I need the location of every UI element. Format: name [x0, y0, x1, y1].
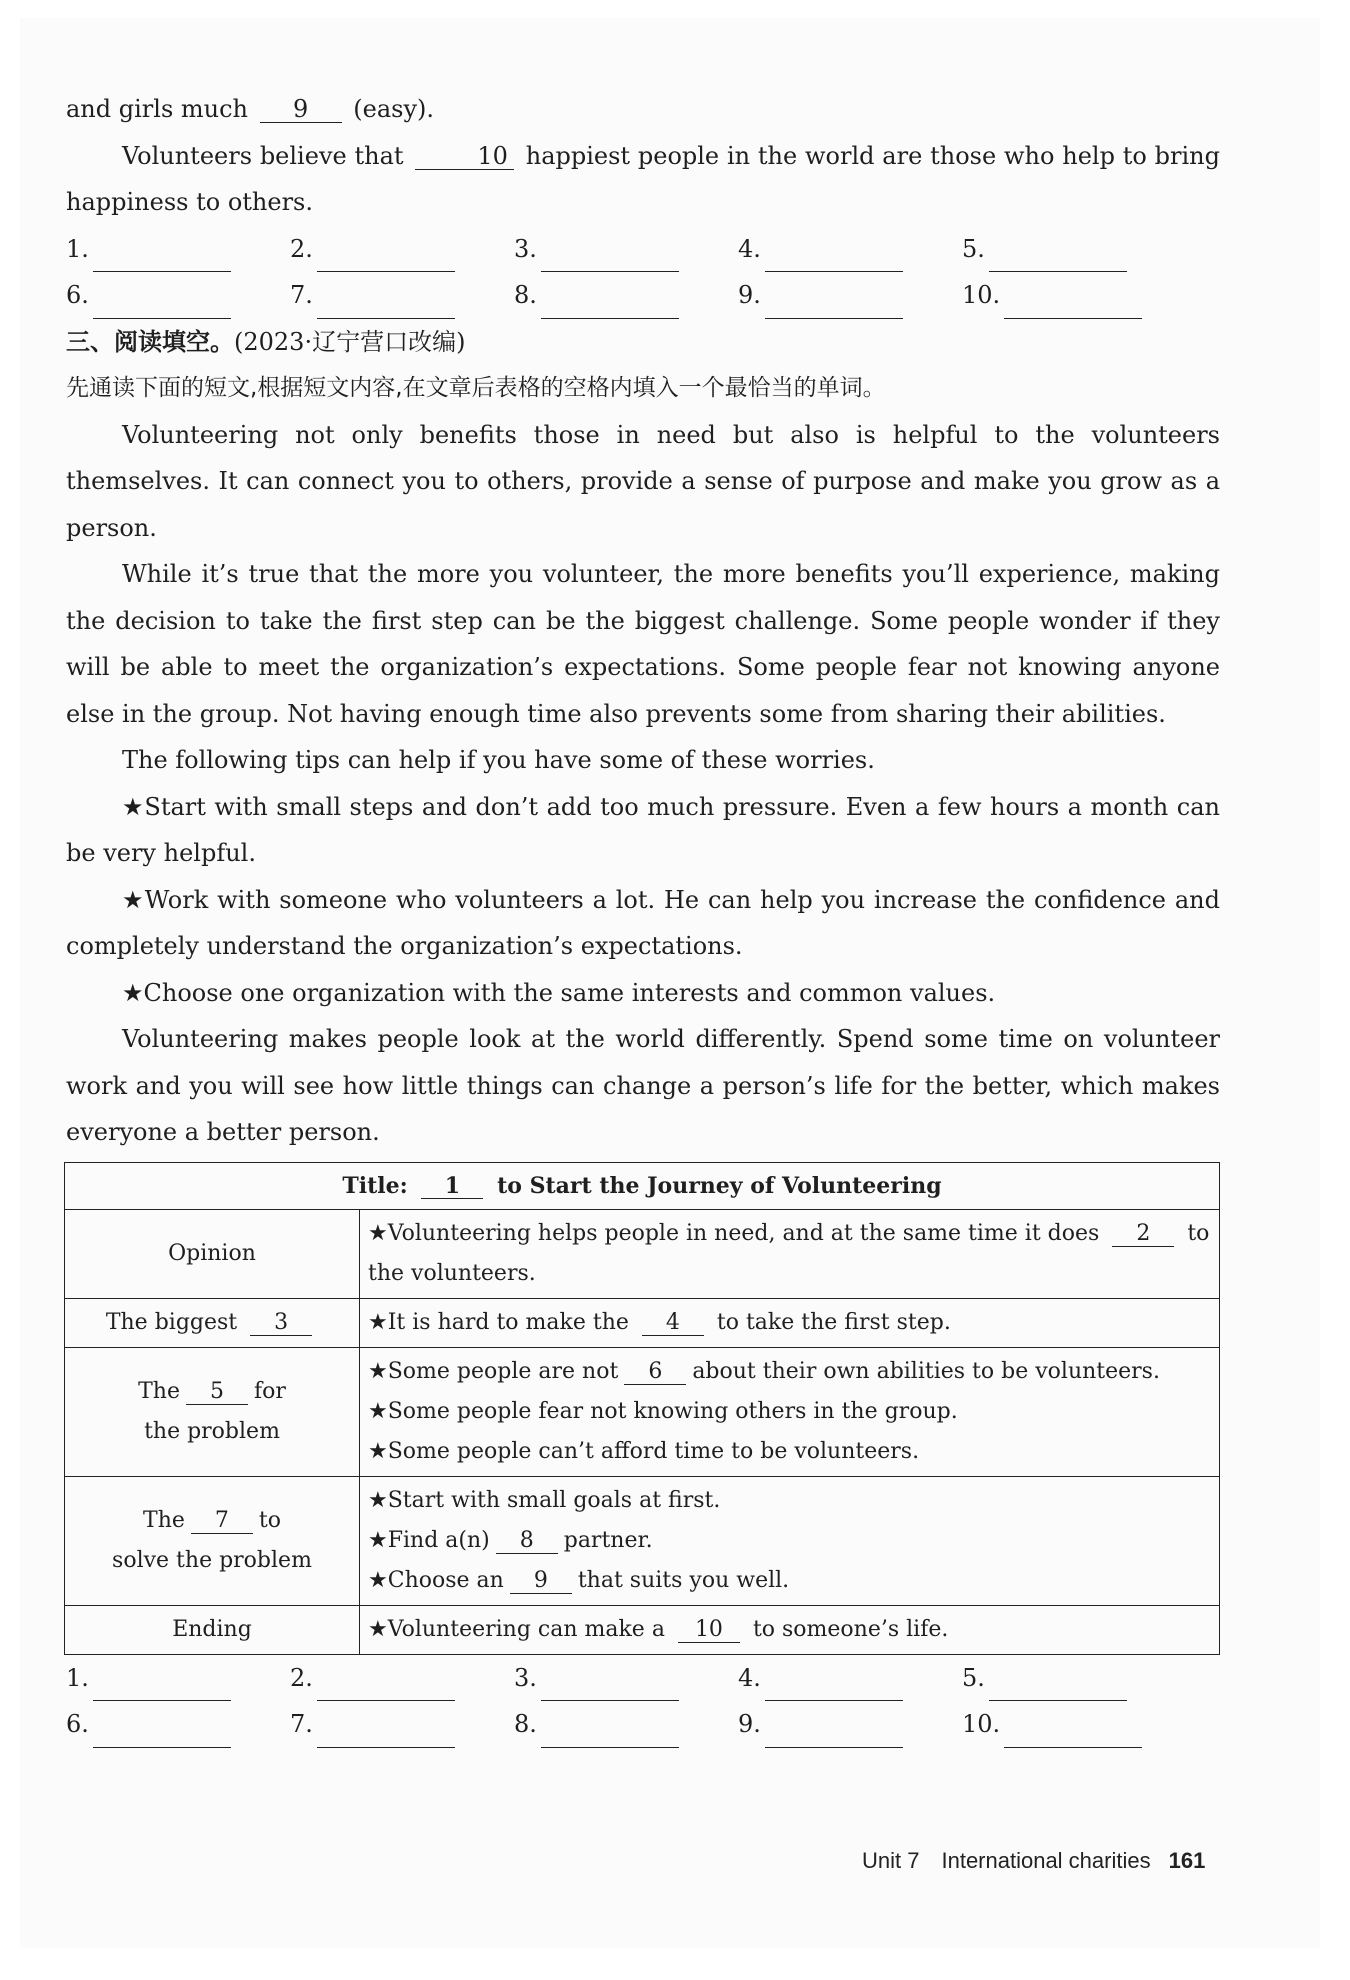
answer-line[interactable] — [541, 241, 679, 272]
answer-lines-top — [66, 226, 1206, 319]
star-icon: ★ — [368, 1438, 388, 1464]
answer-number: 5. — [962, 234, 985, 263]
reason-3 — [368, 1432, 1213, 1472]
section-instruction: 先通读下面的短文,根据短文内容,在文章后表格的空格内填入一个最恰当的单词。 — [66, 375, 886, 401]
answer-number: 3. — [514, 234, 537, 263]
solution-3-end: that suits you well. — [577, 1567, 790, 1593]
answer-number: 4. — [738, 1663, 761, 1692]
reasons-label-pre: The — [138, 1378, 180, 1404]
answer-number: 1. — [66, 234, 89, 263]
solutions-content — [360, 1476, 1220, 1605]
answer-number: 2. — [290, 1663, 313, 1692]
answer-number: 7. — [290, 1710, 313, 1738]
opinion-label: Opinion — [65, 1209, 360, 1298]
answer-slot[interactable] — [738, 226, 962, 273]
star-icon: ★ — [368, 1616, 388, 1642]
blank-6[interactable]: 6 — [624, 1360, 686, 1385]
blank-10[interactable]: 10 — [415, 143, 514, 170]
answer-slot[interactable] — [738, 1701, 962, 1748]
answer-number: 3. — [514, 1663, 537, 1692]
answer-line[interactable] — [317, 288, 455, 319]
answer-slot[interactable] — [962, 1701, 1186, 1748]
ending-text-end: to someone’s life. — [752, 1616, 949, 1642]
passage-paragraph-4: Volunteering makes people look at the world differently. Spend some time on volunteer work and you will see how little things can change a person’s life for the better, which makes everyone a better person. — [66, 1025, 1220, 1146]
blank-5[interactable]: 5 — [186, 1380, 248, 1405]
answer-line[interactable] — [541, 1670, 679, 1701]
solutions-label-line1 — [66, 1501, 358, 1541]
answer-number: 6. — [66, 1710, 89, 1738]
answer-number: 1. — [66, 1663, 89, 1692]
passage-paragraph-1: Volunteering not only benefits those in need but also is helpful to the volunteers themselves. It can connect you to others, provide a sense of purpose and make you grow as a person. — [66, 420, 1220, 542]
section-title: 三、阅读填空。 — [66, 327, 234, 356]
table-title-row — [65, 1162, 1220, 1209]
answer-line[interactable] — [541, 1717, 679, 1748]
answer-number: 10. — [962, 1710, 1001, 1738]
answer-slot[interactable] — [738, 1655, 962, 1702]
star-icon: ★ — [368, 1567, 388, 1593]
solution-2-end: partner. — [563, 1527, 653, 1553]
answer-line[interactable] — [317, 1670, 455, 1701]
biggest-text-end: to take the first step. — [716, 1309, 951, 1335]
answer-slot[interactable] — [962, 272, 1186, 319]
blank-1[interactable]: 1 — [421, 1174, 483, 1199]
reasons-label-line1 — [66, 1372, 358, 1412]
answer-line[interactable] — [317, 241, 455, 272]
reason-3-text: Some people can’t afford time to be volunteers. — [387, 1438, 920, 1464]
reasons-label-post: for — [253, 1378, 286, 1404]
reason-1-end: about their own abilities to be volunteers. — [692, 1358, 1160, 1384]
table-title-pre: Title: — [342, 1172, 408, 1199]
star-icon: ★ — [122, 885, 145, 914]
answer-number: 10. — [962, 281, 1001, 309]
passage-paragraph-2: While it’s true that the more you volunteer, the more benefits you’ll experience, making the decision to take the first step can be the biggest challenge. Some people wonder if they will be able to meet the organization’s expectations. Some people fear not knowing anyone else in the group. Not having enough time also prevents some from sharing their abilities. — [66, 560, 1220, 728]
summary-table — [64, 1162, 1220, 1655]
answer-number: 9. — [738, 281, 761, 309]
answer-number: 9. — [738, 1710, 761, 1738]
answer-number: 7. — [290, 281, 313, 309]
solution-2-text: Find a(n) — [387, 1527, 490, 1553]
answer-slot[interactable] — [290, 1701, 514, 1748]
answer-lines-bottom — [66, 1655, 1206, 1748]
reasons-label-line2: the problem — [144, 1418, 280, 1444]
reason-2 — [368, 1392, 1213, 1432]
section-heading — [66, 319, 1220, 366]
blank-9-table[interactable]: 9 — [510, 1569, 572, 1594]
answer-slot[interactable] — [514, 1655, 738, 1702]
answer-line[interactable] — [317, 1717, 455, 1748]
biggest-label — [65, 1298, 360, 1347]
solution-2 — [368, 1521, 1213, 1561]
passage-tip-2 — [66, 877, 1220, 970]
table-row-solutions — [65, 1476, 1220, 1605]
ending-text: Volunteering can make a — [387, 1616, 665, 1642]
table-title — [65, 1162, 1220, 1209]
prev-paragraph — [66, 133, 1220, 226]
reason-2-text: Some people fear not knowing others in the group. — [387, 1398, 958, 1424]
answer-line[interactable] — [765, 1717, 903, 1748]
blank-10-table[interactable]: 10 — [678, 1618, 740, 1643]
tip-2-text: Work with someone who volunteers a lot. He can help you increase the confidence and completely understand the organization’s expectations. — [66, 885, 1220, 960]
blank-9[interactable]: 9 — [260, 96, 342, 123]
table-row-reasons — [65, 1347, 1220, 1476]
ending-content — [360, 1605, 1220, 1654]
answer-line[interactable] — [1004, 1717, 1142, 1748]
ending-label: Ending — [65, 1605, 360, 1654]
table-row-biggest — [65, 1298, 1220, 1347]
star-icon: ★ — [122, 792, 145, 821]
answer-line[interactable] — [1004, 288, 1142, 319]
answer-slot[interactable] — [962, 226, 1186, 273]
star-icon: ★ — [368, 1487, 388, 1513]
solution-3-text: Choose an — [387, 1567, 504, 1593]
solutions-label — [65, 1476, 360, 1605]
table-row-ending — [65, 1605, 1220, 1654]
star-icon: ★ — [368, 1398, 388, 1424]
answer-slot[interactable] — [66, 1701, 290, 1748]
answer-number: 6. — [66, 281, 89, 309]
footer-unit: Unit 7 — [862, 1848, 920, 1873]
table-row-opinion — [65, 1209, 1220, 1298]
solution-1-text: Start with small goals at first. — [387, 1487, 721, 1513]
footer-topic: International charities — [941, 1848, 1151, 1873]
reason-1 — [368, 1352, 1213, 1392]
solution-3 — [368, 1561, 1213, 1601]
prev-para-start: Volunteers believe that — [122, 141, 404, 170]
prev-para-end: happiest people in the world are those who help to bring happiness to others. — [66, 141, 1220, 216]
answer-slot[interactable] — [66, 1655, 290, 1702]
answer-slot[interactable] — [514, 272, 738, 319]
page-footer — [862, 1848, 1205, 1874]
blank-4[interactable]: 4 — [642, 1311, 704, 1336]
page-number: 161 — [1168, 1848, 1206, 1873]
tip-3-text: Choose one organization with the same interests and common values. — [143, 978, 996, 1007]
prev-line — [66, 86, 1220, 133]
prev-line-text: and girls much — [66, 95, 249, 123]
blank-7[interactable]: 7 — [191, 1509, 253, 1534]
answer-slot[interactable] — [514, 226, 738, 273]
answer-line[interactable] — [93, 241, 231, 272]
biggest-text: It is hard to make the — [387, 1309, 629, 1335]
answer-number: 2. — [290, 234, 313, 263]
table-title-post: to Start the Journey of Volunteering — [497, 1172, 942, 1199]
answer-line[interactable] — [765, 1670, 903, 1701]
blank-2[interactable]: 2 — [1112, 1222, 1174, 1247]
answer-number: 8. — [514, 1710, 537, 1738]
answer-number: 4. — [738, 234, 761, 263]
biggest-content — [360, 1298, 1220, 1347]
answer-slot[interactable] — [290, 272, 514, 319]
opinion-content — [360, 1209, 1220, 1298]
star-icon: ★ — [368, 1220, 388, 1246]
reasons-content — [360, 1347, 1220, 1476]
answer-line[interactable] — [93, 288, 231, 319]
solutions-label-post: to — [258, 1507, 281, 1533]
answer-slot[interactable] — [290, 1655, 514, 1702]
reason-1-text: Some people are not — [387, 1358, 619, 1384]
answer-number: 8. — [514, 281, 537, 309]
star-icon: ★ — [122, 978, 144, 1007]
answer-line[interactable] — [541, 288, 679, 319]
solutions-label-line2: solve the problem — [112, 1547, 312, 1573]
star-icon: ★ — [368, 1527, 388, 1553]
tip-1-text: Start with small steps and don’t add too much pressure. Even a few hours a month can be very helpful. — [66, 792, 1220, 867]
answer-slot[interactable] — [962, 1655, 1186, 1702]
biggest-label-text: The biggest — [105, 1309, 238, 1335]
solutions-label-pre: The — [143, 1507, 185, 1533]
answer-slot[interactable] — [66, 272, 290, 319]
opinion-text: Volunteering helps people in need, and at the same time it does — [387, 1220, 1100, 1246]
section-source: (2023·辽宁营口改编) — [234, 327, 466, 356]
answer-line[interactable] — [989, 241, 1127, 272]
answer-line[interactable] — [765, 288, 903, 319]
reasons-label — [65, 1347, 360, 1476]
answer-slot[interactable] — [66, 226, 290, 273]
solution-1 — [368, 1481, 1213, 1521]
answer-slot[interactable] — [290, 226, 514, 273]
answer-line[interactable] — [989, 1670, 1127, 1701]
blank-8[interactable]: 8 — [496, 1529, 558, 1554]
prev-line-end: (easy). — [353, 95, 435, 123]
answer-line[interactable] — [93, 1717, 231, 1748]
answer-slot[interactable] — [514, 1701, 738, 1748]
page-content — [66, 86, 1220, 1748]
answer-line[interactable] — [765, 241, 903, 272]
answer-line[interactable] — [93, 1670, 231, 1701]
star-icon: ★ — [368, 1309, 388, 1335]
blank-3[interactable]: 3 — [250, 1311, 312, 1336]
star-icon: ★ — [368, 1358, 388, 1384]
answer-number: 5. — [962, 1663, 985, 1692]
passage-paragraph-3: The following tips can help if you have some of these worries. — [122, 746, 875, 774]
answer-slot[interactable] — [738, 272, 962, 319]
passage-tip-3 — [66, 970, 1220, 1017]
opinion-text-end: to the volunteers. — [368, 1220, 1210, 1286]
passage-tip-1 — [66, 784, 1220, 877]
